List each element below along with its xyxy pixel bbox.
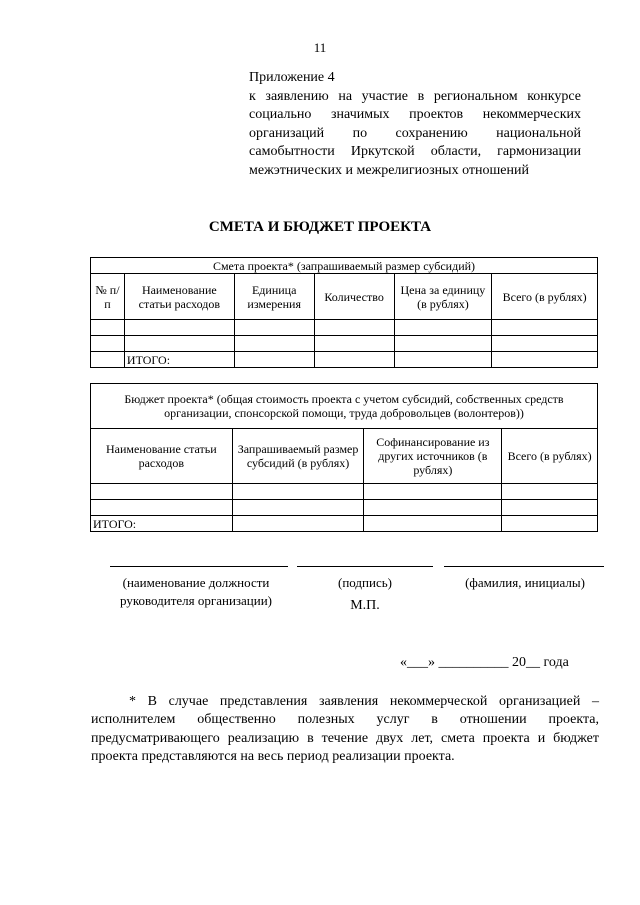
table-cell[interactable] [234,320,314,336]
budget-table [90,383,598,532]
table-row-total [91,352,598,368]
smeta-table [90,257,598,368]
table-cell[interactable] [314,336,394,352]
table-cell[interactable] [232,500,364,516]
table-cell[interactable] [232,516,364,532]
budget-total-label: ИТОГО: [91,516,233,532]
table-cell[interactable] [124,320,234,336]
table-cell[interactable] [91,484,233,500]
position-signature-line[interactable] [110,566,288,567]
table-cell[interactable] [492,320,598,336]
table-cell[interactable] [502,484,598,500]
table-row [91,484,598,500]
table-row [91,500,598,516]
name-label: (фамилия, инициалы) [465,575,585,590]
name-signature-line[interactable] [444,566,604,567]
smeta-header-total: Всего (в рублях) [492,274,598,320]
smeta-header-unit: Единица измерения [234,274,314,320]
budget-caption: Бюджет проекта* (общая стоимость проекта с учетом субсидий, собственных средств организации, спонсорской помощи, труда добровольцев (волонтеров)) [91,384,598,429]
smeta-caption: Смета проекта* (запрашиваемый размер субсидий) [91,258,598,274]
table-row [91,320,598,336]
table-cell[interactable] [502,500,598,516]
position-label: (наименование должности руководителя организации) [119,575,273,608]
table-cell[interactable] [364,500,502,516]
stamp-place: М.П. [350,598,380,613]
table-row [91,336,598,352]
table-cell[interactable] [234,352,314,368]
table-cell[interactable] [492,336,598,352]
table-cell[interactable] [492,352,598,368]
table-cell[interactable] [394,336,492,352]
footnote: * В случае представления заявления некоммерческой организацией – исполнителем общественно полезных услуг в отношении проекта, предусматривающего реализацию в течение двух лет, смета проекта и бюджет проекта представляются на весь период реализации проекта. [91,694,599,764]
table-cell[interactable] [502,516,598,532]
table-cell[interactable] [364,516,502,532]
smeta-header-quantity: Количество [314,274,394,320]
table-cell[interactable] [91,352,125,368]
table-cell[interactable] [124,336,234,352]
appendix-title: Приложение 4 [249,70,335,85]
date-line[interactable]: «___» __________ 20__ года [400,655,569,670]
table-cell[interactable] [394,320,492,336]
table-row-total [91,516,598,532]
table-cell[interactable] [232,484,364,500]
table-cell[interactable] [91,500,233,516]
table-cell[interactable] [91,336,125,352]
table-cell[interactable] [394,352,492,368]
budget-header-item: Наименование статьи расходов [91,429,233,484]
signature-label: (подпись) [338,575,392,590]
appendix-header [249,69,581,180]
budget-header-subsidy: Запрашиваемый размер субсидий (в рублях) [232,429,364,484]
smeta-header-number: № п/п [91,274,125,320]
appendix-text: к заявлению на участие в региональном конкурсе социально значимых проектов некоммерческих организаций по сохранению национальной самобытности Иркутской области, гармонизации межэтнических и межрелигиозных отношений [249,88,581,178]
signature-line[interactable] [297,566,433,567]
table-cell[interactable] [314,320,394,336]
page-number: 11 [313,40,327,55]
smeta-header-price: Цена за единицу (в рублях) [394,274,492,320]
page-title: СМЕТА И БЮДЖЕТ ПРОЕКТА [208,219,432,235]
budget-header-cofinancing: Софинансирование из других источников (в рублях) [364,429,502,484]
smeta-header-item: Наименование статьи расходов [124,274,234,320]
smeta-total-label: ИТОГО: [124,352,234,368]
table-cell[interactable] [364,484,502,500]
budget-header-total: Всего (в рублях) [502,429,598,484]
table-cell[interactable] [314,352,394,368]
table-cell[interactable] [91,320,125,336]
table-cell[interactable] [234,336,314,352]
